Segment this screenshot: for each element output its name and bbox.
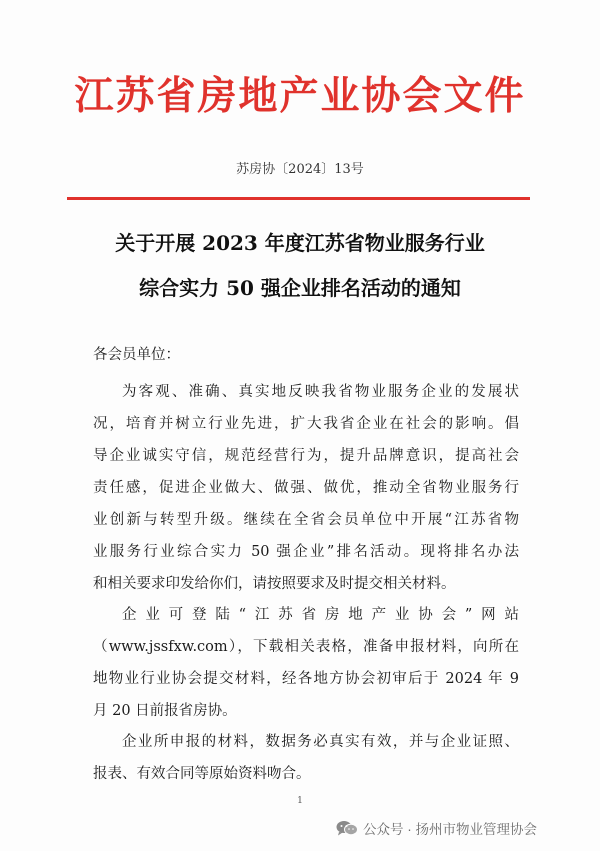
body-line: 责任感，促进企业做大、做强、做优，推动全省物业服务行: [93, 480, 519, 496]
body-line: 况，培育并树立行业先进，扩大我省企业在社会的影响。倡: [93, 416, 519, 432]
notice-title-line-2: 综合实力 50 强企业排名活动的通知: [139, 276, 461, 300]
body-line: 为客观、准确、真实地反映我省物业服务企业的发展状: [122, 384, 519, 400]
body-line: 企业可登陆“江苏省房地产业协会”网站: [122, 607, 519, 623]
wechat-watermark: [336, 818, 537, 838]
greeting: 各会员单位：: [93, 347, 180, 363]
body-line: 企业所申报的材料，数据务必真实有效，并与企业证照、: [122, 734, 519, 750]
body-line: 月 20 日前报省房协。: [93, 703, 237, 719]
red-divider: [67, 197, 530, 200]
body-line: 报表、有效合同等原始资料吻合。: [93, 766, 311, 782]
body-line: 导企业诚实守信，规范经营行为，提升品牌意识，提高社会: [93, 448, 519, 464]
body-line: 和相关要求印发给你们，请按照要求及时提交相关材料。: [93, 576, 456, 592]
document-number: 苏房协〔2024〕13号: [236, 162, 364, 177]
body-line: 业创新与转型升级。继续在全省会员单位中开展“江苏省物: [93, 512, 519, 528]
body-line: 地物业行业协会提交材料，经各地方协会初审后于 2024 年 9: [93, 671, 519, 687]
document-header-title: 江苏省房地产业协会文件: [74, 73, 526, 119]
body-line: （www.jssfxw.com），下载相关表格，准备申报材料，向所在: [93, 639, 519, 655]
page-number: 1: [297, 796, 303, 806]
body-line: 业服务行业综合实力 50 强企业”排名活动。现将排名办法: [93, 544, 519, 560]
notice-title-line-1: 关于开展 2023 年度江苏省物业服务行业: [115, 231, 485, 255]
wechat-icon: [336, 820, 358, 836]
watermark-text: 公众号 · 扬州市物业管理协会: [363, 822, 537, 837]
